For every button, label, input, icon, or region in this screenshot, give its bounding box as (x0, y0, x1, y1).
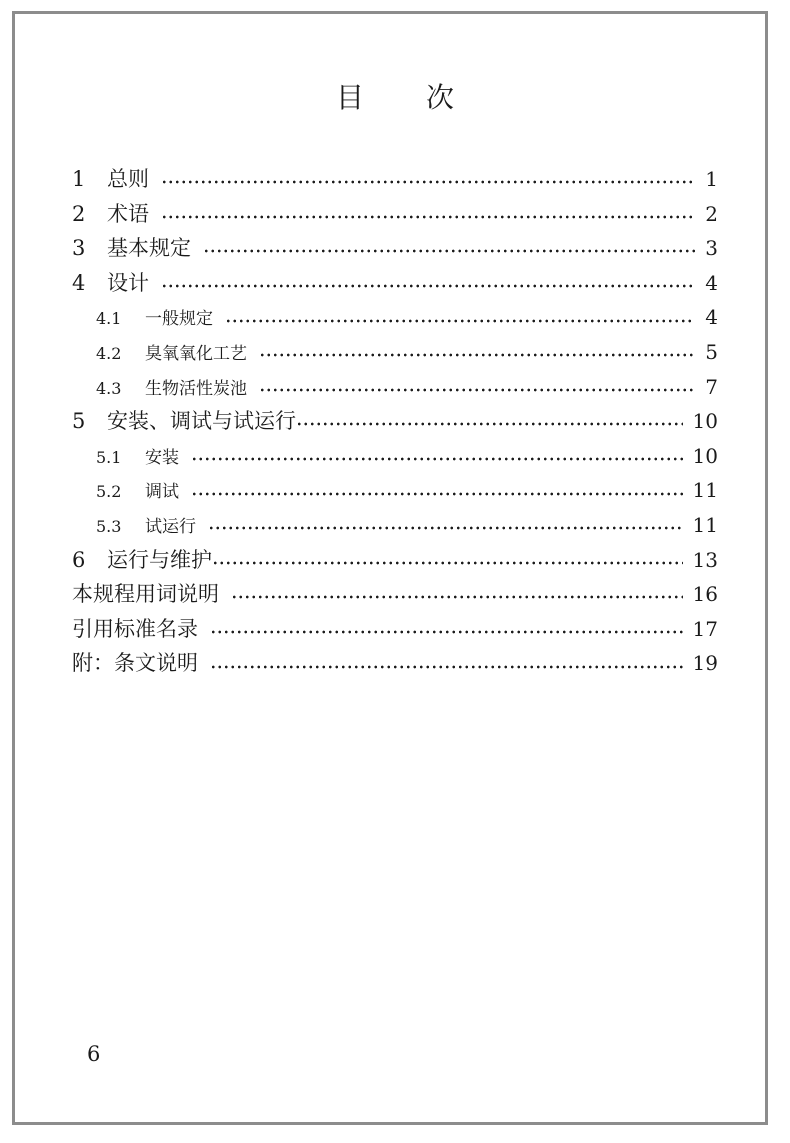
toc-page-number: 10 (692, 409, 718, 434)
toc-page-number: 4 (705, 305, 718, 330)
dot-leader (296, 421, 683, 427)
toc-label: 运行与维护 (107, 547, 212, 572)
toc-number: 4.2 (96, 343, 122, 363)
toc-entry-4-2[interactable] (72, 335, 718, 370)
dot-leader (203, 248, 695, 254)
toc-number: 2 (72, 201, 86, 226)
toc-page-number: 11 (692, 478, 718, 503)
toc-label: 试运行 (145, 516, 196, 537)
toc-entry-4-1[interactable] (72, 300, 718, 335)
toc-entry-4[interactable] (72, 266, 718, 301)
toc-number: 5.1 (96, 447, 122, 467)
footer-page-number: 6 (87, 1042, 101, 1066)
toc-page-number: 17 (692, 616, 718, 641)
dot-leader (259, 387, 695, 393)
toc-entry-references[interactable] (72, 612, 718, 647)
toc-number: 5.3 (96, 516, 122, 536)
toc-number: 5.2 (96, 482, 122, 502)
dot-leader (161, 283, 695, 289)
toc-label: 一般规定 (145, 309, 213, 330)
toc-label: 术语 (107, 201, 149, 226)
toc-number: 4.3 (96, 378, 122, 398)
toc-label: 臭氧氧化工艺 (145, 343, 247, 364)
toc-page-number: 13 (692, 547, 718, 572)
toc-number: 4.1 (96, 309, 122, 329)
toc-label: 附：条文说明 (72, 651, 198, 676)
toc-label: 生物活性炭池 (145, 378, 247, 399)
toc-number: 3 (72, 236, 86, 261)
toc-label: 本规程用词说明 (72, 582, 219, 607)
dot-leader (161, 214, 695, 220)
table-of-contents (72, 162, 718, 681)
toc-number: 4 (72, 270, 86, 295)
toc-page-number: 10 (692, 443, 718, 468)
toc-entry-5-1[interactable] (72, 439, 718, 474)
toc-page-number: 4 (705, 270, 718, 295)
dot-leader (161, 179, 695, 185)
dot-leader (212, 560, 683, 566)
toc-page-number: 2 (705, 201, 718, 226)
toc-label: 基本规定 (107, 236, 191, 261)
toc-page-number: 1 (705, 167, 718, 191)
toc-number: 5 (72, 409, 86, 434)
toc-page-number: 16 (692, 582, 718, 607)
toc-entry-wording[interactable] (72, 577, 718, 612)
toc-entry-5-3[interactable] (72, 508, 718, 543)
toc-entry-5[interactable] (72, 404, 718, 439)
toc-label: 总则 (107, 167, 149, 191)
toc-label: 设计 (107, 270, 149, 295)
toc-label: 安装 (145, 447, 179, 468)
toc-page-number: 11 (692, 512, 718, 537)
page-title (0, 76, 790, 116)
toc-entry-1[interactable] (72, 162, 718, 197)
toc-page-number: 3 (705, 236, 718, 261)
toc-number: 1 (72, 167, 86, 191)
toc-entry-explanation[interactable] (72, 646, 718, 681)
dot-leader (259, 352, 695, 358)
toc-label: 引用标准名录 (72, 616, 198, 641)
title-char-1: 目 (335, 81, 364, 114)
toc-entry-2[interactable] (72, 197, 718, 232)
dot-leader (210, 664, 683, 670)
toc-page-number: 7 (705, 374, 718, 399)
dot-leader (208, 525, 683, 531)
dot-leader (225, 318, 695, 324)
dot-leader (231, 594, 683, 600)
dot-leader (191, 491, 683, 497)
dot-leader (210, 629, 683, 635)
toc-entry-3[interactable] (72, 231, 718, 266)
toc-entry-6[interactable] (72, 543, 718, 578)
dot-leader (191, 456, 683, 462)
title-char-2: 次 (426, 81, 455, 114)
toc-label: 调试 (145, 482, 179, 503)
toc-label: 安装、调试与试运行 (107, 409, 296, 434)
toc-number: 6 (72, 547, 86, 572)
toc-entry-4-3[interactable] (72, 370, 718, 405)
toc-entry-5-2[interactable] (72, 473, 718, 508)
toc-page-number: 5 (705, 339, 718, 364)
toc-page-number: 19 (692, 651, 718, 676)
